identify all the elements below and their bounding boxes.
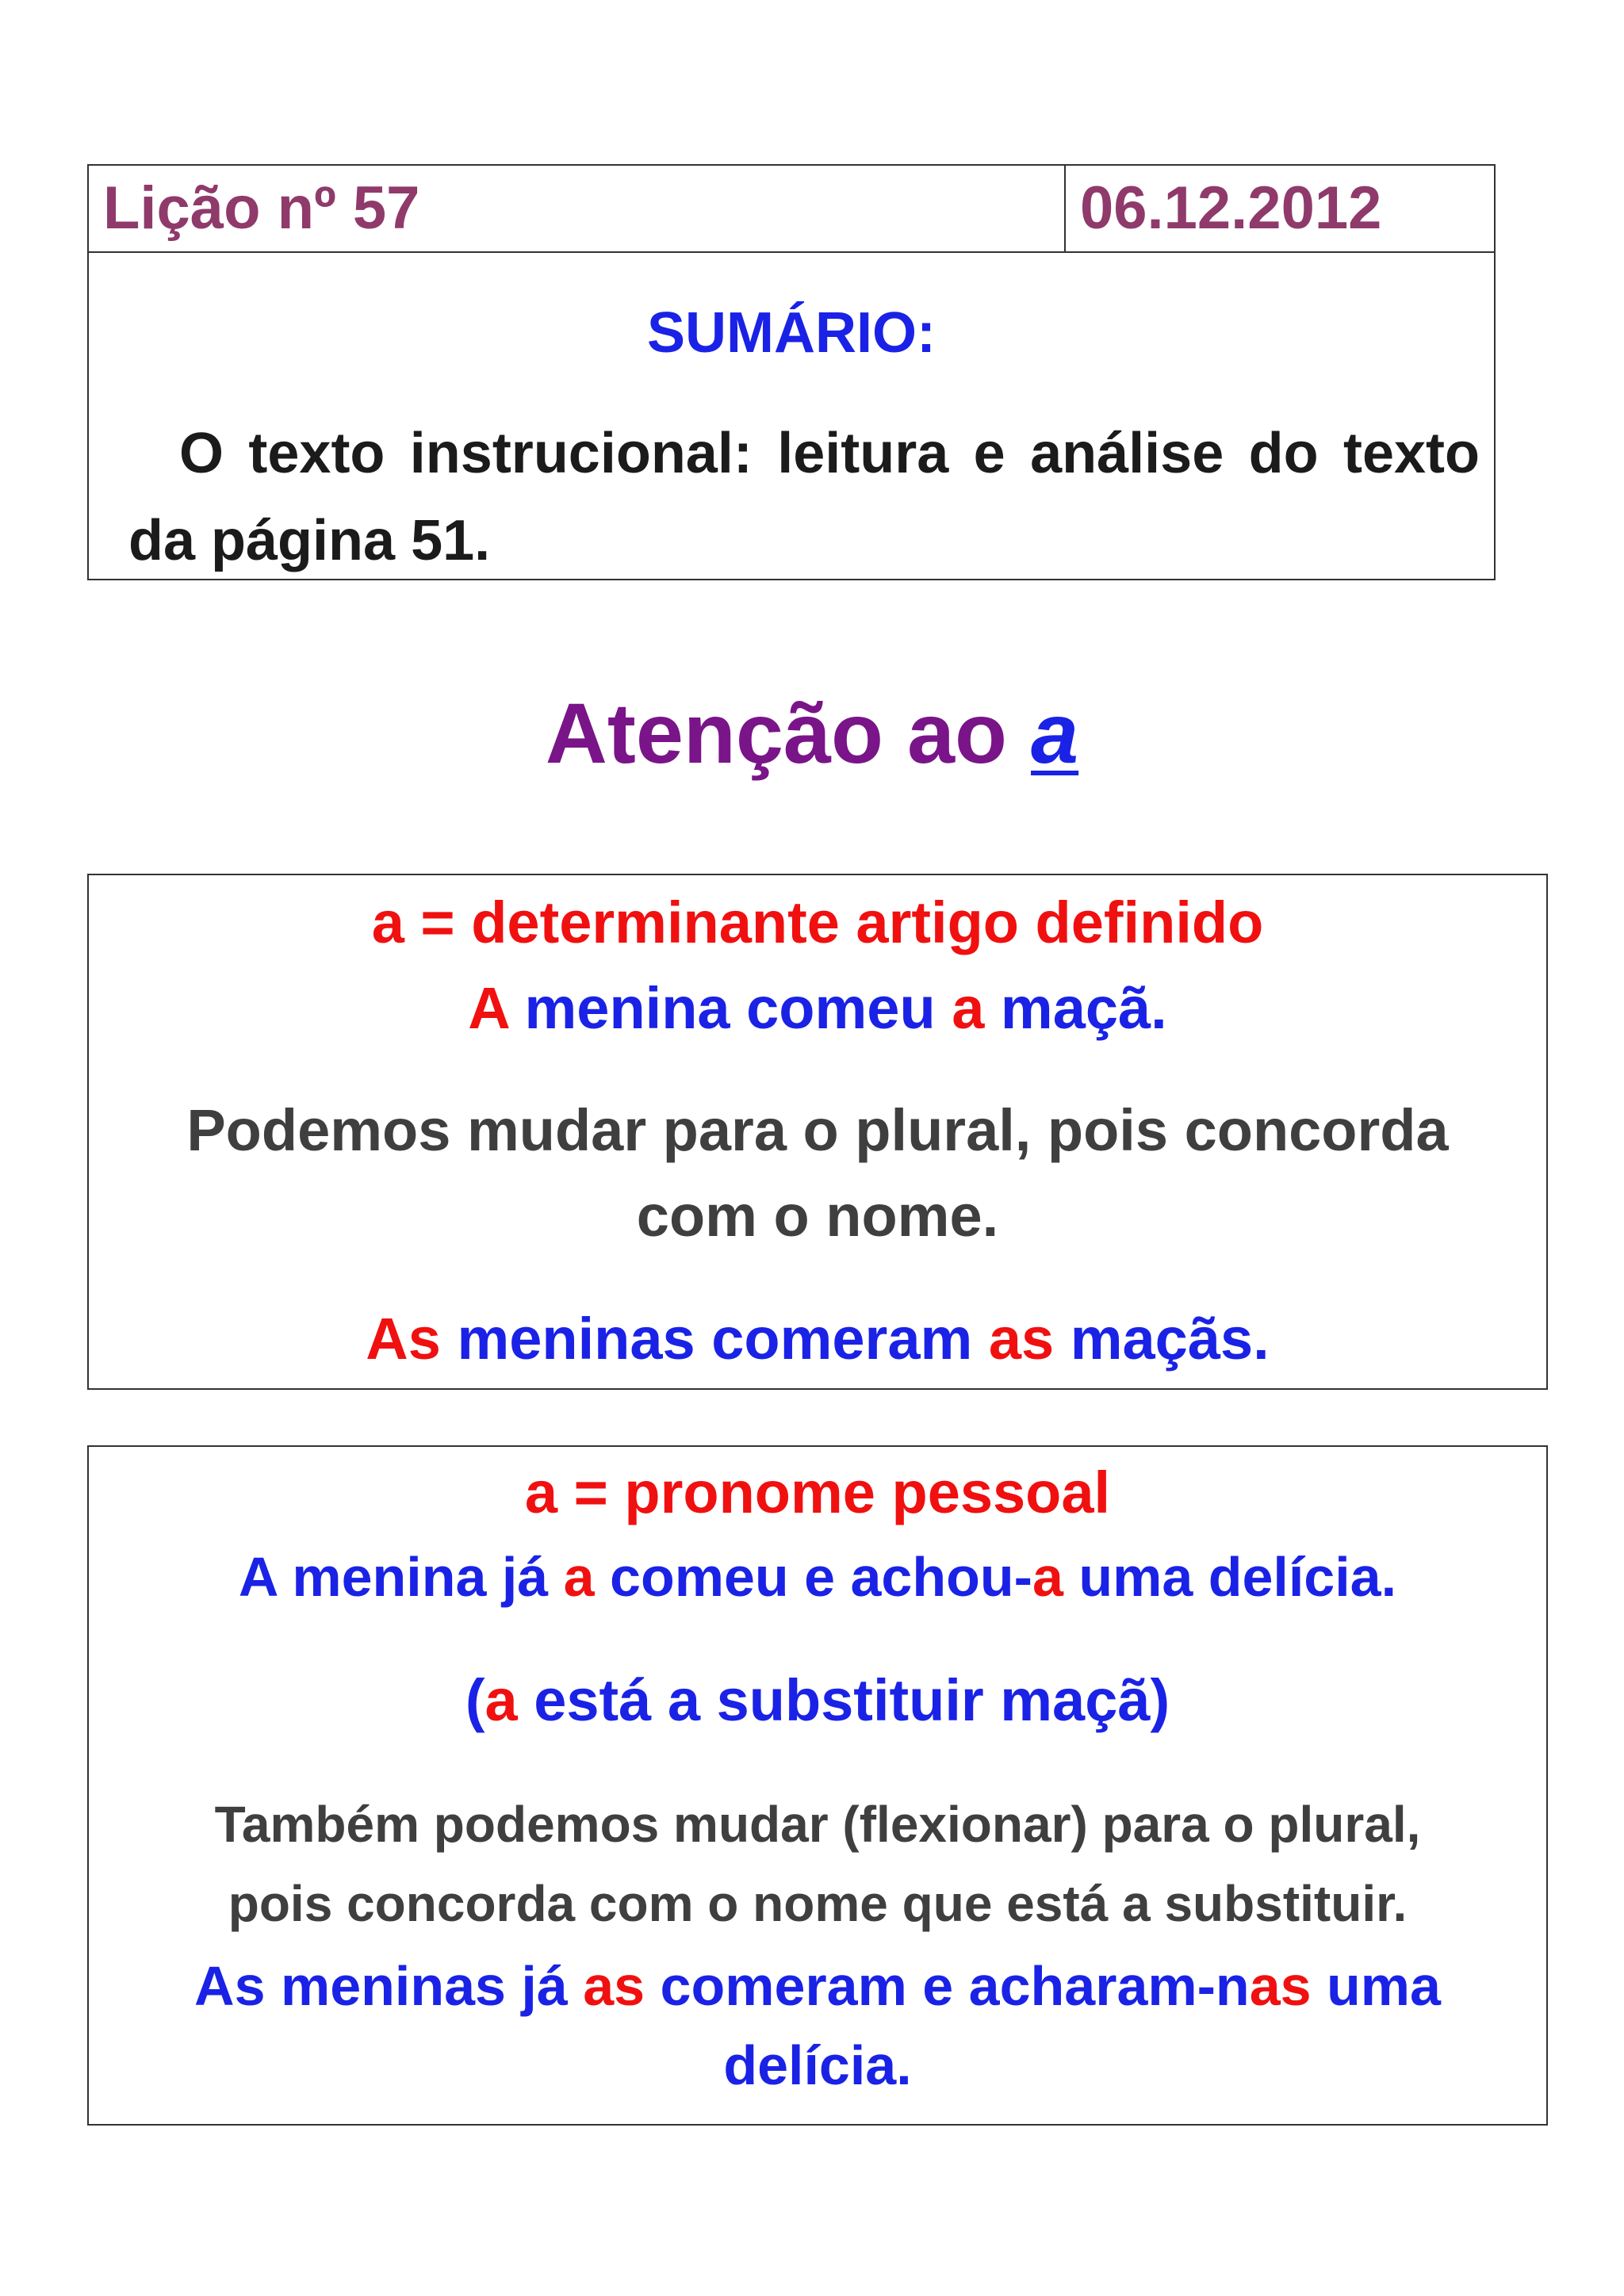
example-part: maçã. [984, 975, 1167, 1041]
plural-part: meninas comeram [440, 1306, 989, 1372]
headline-text: Atenção ao [545, 685, 1032, 781]
plural-part: as [988, 1306, 1055, 1372]
pronoun-box [87, 1445, 1548, 2126]
plural-part: uma [1311, 1955, 1441, 2017]
example-part: A menina já [238, 1546, 564, 1608]
example-part: menina comeu [508, 975, 952, 1041]
pronoun-plural-example-line-2: delícia. [723, 2034, 912, 2096]
article-definition: a = determinante artigo definido [371, 890, 1264, 955]
header-divider [1064, 166, 1066, 251]
plural-part: As [366, 1306, 441, 1372]
lesson-number: Lição nº 57 [103, 174, 420, 242]
example-part: A [468, 975, 508, 1041]
summary-text: O texto instrucional: leitura e análise do texto da página 51. [128, 422, 1480, 572]
plural-part: As meninas já [194, 1955, 584, 2017]
plural-part: maçãs. [1054, 1306, 1270, 1372]
pronoun-example [89, 1537, 1546, 1617]
article-example [89, 969, 1546, 1048]
headline-highlight: a [1031, 685, 1079, 781]
plural-part: as [583, 1955, 645, 2017]
summary-box [87, 251, 1496, 580]
note-part: está a substituir maçã) [517, 1667, 1170, 1733]
note-part: a [485, 1667, 518, 1733]
pronoun-definition: a = pronome pessoal [524, 1460, 1111, 1525]
pronoun-explanation-line-2: pois concorda com o nome que está a substituir. [228, 1875, 1408, 1932]
lesson-date: 06.12.2012 [1080, 174, 1382, 242]
pronoun-note [89, 1661, 1546, 1740]
article-plural-example [89, 1299, 1546, 1379]
pronoun-plural-example-line-1 [89, 1946, 1546, 2026]
example-part: a [952, 975, 985, 1041]
article-box [87, 874, 1548, 1390]
example-part: a [1032, 1546, 1063, 1608]
article-explanation-line-2: com o nome. [636, 1183, 999, 1249]
page-headline [0, 678, 1624, 789]
example-part: a [563, 1546, 595, 1608]
example-part: uma delícia. [1063, 1546, 1397, 1608]
example-part: comeu e achou- [594, 1546, 1032, 1608]
plural-part: comeram e acharam-n [645, 1955, 1250, 2017]
article-explanation-line-1: Podemos mudar para o plural, pois concorda [186, 1097, 1449, 1163]
lesson-header [87, 164, 1496, 253]
plural-part: as [1249, 1955, 1312, 2017]
summary-title: SUMÁRIO: [647, 301, 936, 365]
note-part: ( [465, 1667, 485, 1733]
pronoun-explanation-line-1: Também podemos mudar (flexionar) para o plural, [214, 1796, 1421, 1853]
